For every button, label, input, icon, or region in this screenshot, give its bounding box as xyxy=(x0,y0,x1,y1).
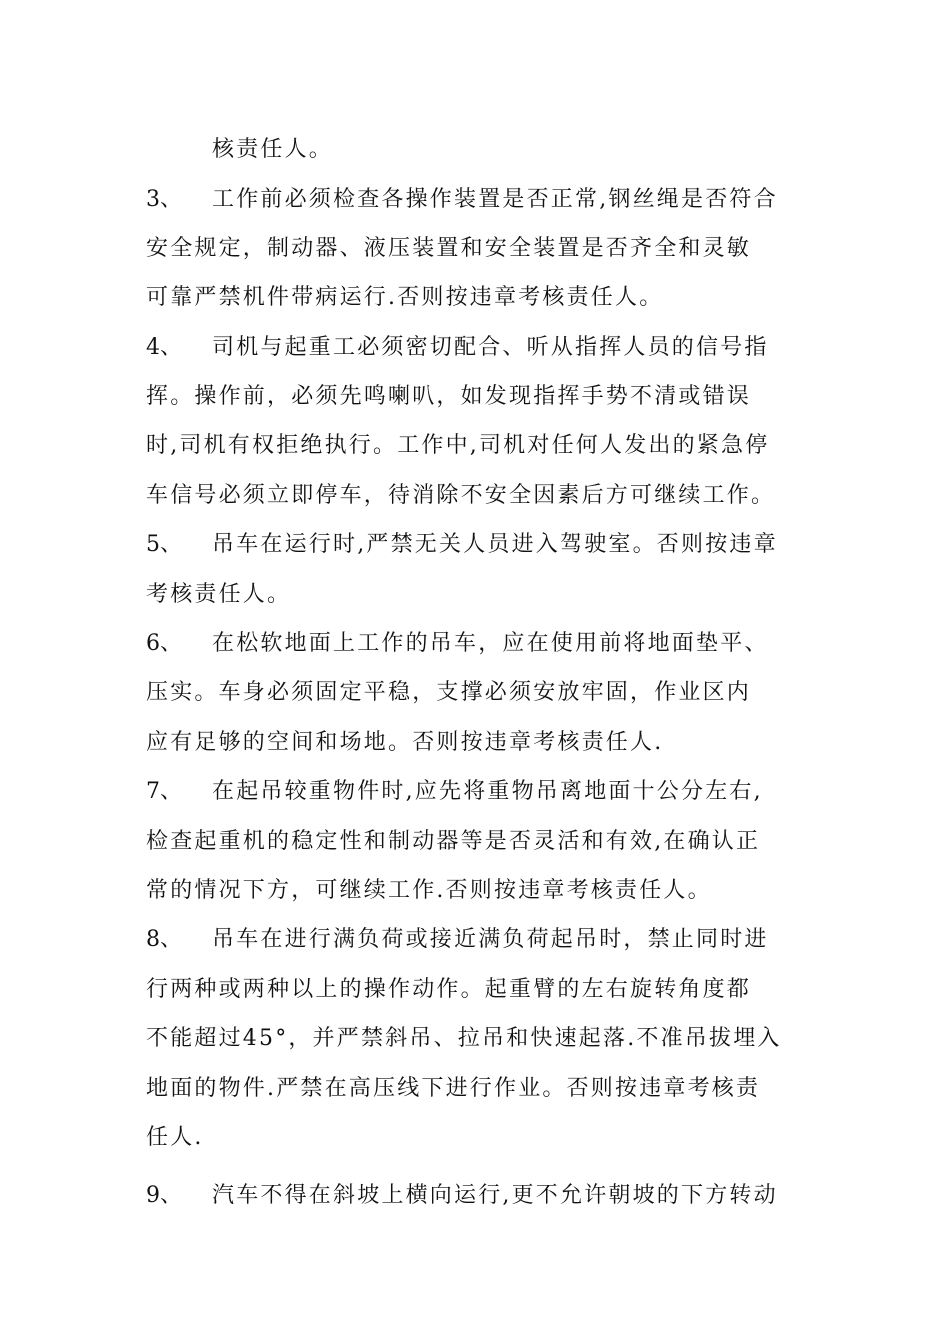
text-line xyxy=(146,476,808,516)
line-text: 常的情况下方，可继续工作.否则按违章考核责任人。 xyxy=(146,878,712,903)
text-line xyxy=(146,377,808,417)
line-text: 汽车不得在斜坡上横向运行,更不允许朝坡的下方转动 xyxy=(212,1183,778,1208)
text-line xyxy=(146,920,808,960)
text-line xyxy=(146,1019,808,1059)
line-text: 地面的物件.严禁在高压线下进行作业。否则按违章考核责 xyxy=(146,1076,761,1101)
text-line xyxy=(146,229,808,269)
text-line xyxy=(146,673,808,713)
line-text: 在松软地面上工作的吊车，应在使用前将地面垫平、 xyxy=(212,631,769,656)
line-text: 检查起重机的稳定性和制动器等是否灵活和有效,在确认正 xyxy=(146,829,761,854)
item-number: 4、 xyxy=(146,335,182,360)
item-number: 7、 xyxy=(146,779,182,804)
text-line xyxy=(146,772,808,812)
text-line xyxy=(146,1176,808,1216)
text-line xyxy=(146,871,808,911)
text-line xyxy=(146,624,808,664)
line-text: 应有足够的空间和场地。否则按违章考核责任人. xyxy=(146,730,664,755)
line-text: 挥。操作前，必须先鸣喇叭，如发现指挥手势不清或错误 xyxy=(146,384,752,409)
text-line xyxy=(146,1118,808,1158)
line-text: 压实。车身必须固定平稳，支撑必须安放牢固，作业区内 xyxy=(146,680,752,705)
item-number: 9、 xyxy=(146,1183,182,1208)
text-line xyxy=(146,575,808,615)
line-text: 不能超过45°，并严禁斜吊、拉吊和快速起落.不准吊拔埋入 xyxy=(146,1026,782,1051)
text-line xyxy=(146,525,808,565)
text-line xyxy=(146,180,808,220)
item-number: 8、 xyxy=(146,927,182,952)
item-number: 5、 xyxy=(146,532,182,557)
line-text: 时,司机有权拒绝执行。工作中,司机对任何人发出的紧急停 xyxy=(146,433,770,458)
text-line xyxy=(146,130,808,170)
line-text: 任人. xyxy=(146,1125,204,1150)
text-line xyxy=(146,278,808,318)
line-text: 行两种或两种以上的操作动作。起重臂的左右旋转角度都 xyxy=(146,977,752,1002)
text-line xyxy=(146,1069,808,1109)
line-text: 核责任人。 xyxy=(212,137,334,162)
item-number: 3、 xyxy=(146,187,182,212)
text-line xyxy=(146,723,808,763)
line-text: 吊车在进行满负荷或接近满负荷起吊时，禁止同时进 xyxy=(212,927,769,952)
line-text: 安全规定，制动器、液压装置和安全装置是否齐全和灵敏 xyxy=(146,236,752,261)
text-line xyxy=(146,328,808,368)
line-text: 可靠严禁机件带病运行.否则按违章考核责任人。 xyxy=(146,285,664,310)
item-number: 6、 xyxy=(146,631,182,656)
line-text: 吊车在运行时,严禁无关人员进入驾驶室。否则按违章 xyxy=(212,532,778,557)
line-text: 司机与起重工必须密切配合、听从指挥人员的信号指 xyxy=(212,335,769,360)
text-line xyxy=(146,426,808,466)
line-text: 在起吊较重物件时,应先将重物吊离地面十公分左右, xyxy=(212,779,763,804)
line-text: 工作前必须检查各操作装置是否正常,钢丝绳是否符合 xyxy=(212,187,778,212)
line-text: 考核责任人。 xyxy=(146,582,292,607)
text-line xyxy=(146,970,808,1010)
text-line xyxy=(146,822,808,862)
line-text: 车信号必须立即停车，待消除不安全因素后方可继续工作。 xyxy=(146,483,776,508)
